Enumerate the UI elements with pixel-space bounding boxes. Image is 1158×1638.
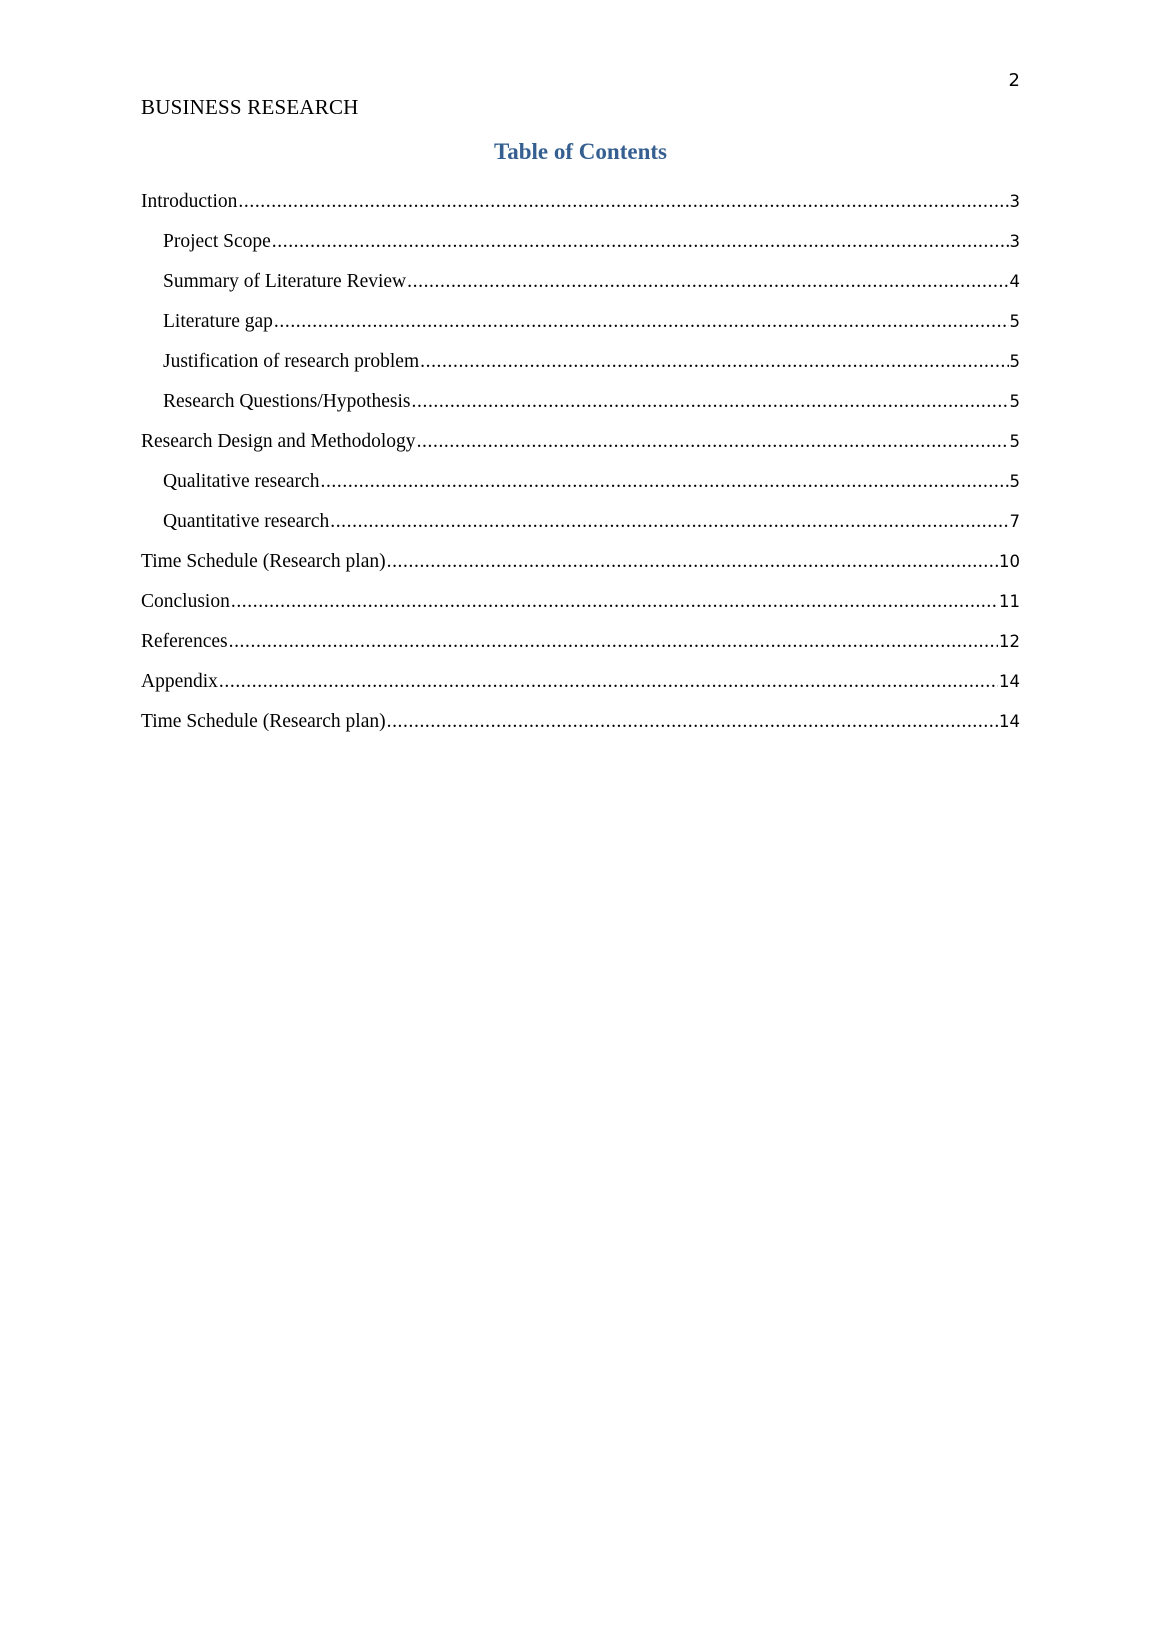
toc-entry-page: 3 (1009, 192, 1020, 211)
toc-entry[interactable] (141, 511, 1020, 551)
toc-dot-leader (231, 591, 998, 613)
page-number: 2 (1008, 70, 1020, 91)
toc-entry-page: 14 (999, 712, 1020, 731)
toc-dot-leader (412, 391, 1009, 413)
toc-dot-leader (387, 551, 998, 573)
toc-entry[interactable] (141, 191, 1020, 231)
toc-entry-label: Time Schedule (Research plan) (141, 711, 386, 732)
toc-dot-leader (330, 511, 1008, 533)
toc-entry-page: 5 (1009, 432, 1020, 451)
toc-entry-label: Justification of research problem (163, 351, 420, 372)
toc-entry[interactable] (141, 271, 1020, 311)
toc-dot-leader (272, 231, 1009, 253)
toc-entry-page: 4 (1009, 272, 1020, 291)
running-head: BUSINESS RESEARCH (141, 95, 359, 119)
toc-dot-leader (219, 671, 998, 693)
toc-entry-page: 3 (1009, 232, 1020, 251)
toc-dot-leader (320, 471, 1008, 493)
toc-dot-leader (229, 631, 998, 653)
toc-entry-label: Appendix (141, 671, 218, 692)
toc-title: Table of Contents (494, 139, 667, 164)
toc-entry-label: Literature gap (163, 311, 273, 332)
toc-entry[interactable] (141, 231, 1020, 271)
toc-entry-label: Conclusion (141, 591, 230, 612)
toc-entry-label: Time Schedule (Research plan) (141, 551, 386, 572)
toc-entry-label: Research Design and Methodology (141, 431, 416, 452)
toc-dot-leader (387, 711, 998, 733)
toc-entry[interactable] (141, 711, 1020, 751)
toc-entry[interactable] (141, 671, 1020, 711)
toc-entry[interactable] (141, 391, 1020, 431)
toc-entry-page: 5 (1009, 392, 1020, 411)
toc-entry[interactable] (141, 431, 1020, 471)
table-of-contents (141, 191, 1020, 751)
toc-entry-label: References (141, 631, 228, 652)
toc-entry-page: 5 (1009, 472, 1020, 491)
toc-entry-label: Summary of Literature Review (163, 271, 407, 292)
toc-entry[interactable] (141, 551, 1020, 591)
toc-entry[interactable] (141, 471, 1020, 511)
toc-entry-label: Research Questions/Hypothesis (163, 391, 411, 412)
toc-dot-leader (420, 351, 1008, 373)
toc-entry[interactable] (141, 591, 1020, 631)
toc-entry-page: 7 (1009, 512, 1020, 531)
toc-entry-page: 12 (999, 632, 1020, 651)
toc-entry[interactable] (141, 631, 1020, 671)
toc-entry[interactable] (141, 351, 1020, 391)
toc-dot-leader (407, 271, 1008, 293)
toc-entry-page: 11 (999, 592, 1020, 611)
toc-dot-leader (274, 311, 1009, 333)
toc-entry-label: Quantitative research (163, 511, 330, 532)
toc-dot-leader (238, 191, 1008, 213)
toc-entry[interactable] (141, 311, 1020, 351)
toc-entry-page: 5 (1009, 312, 1020, 331)
toc-entry-label: Project Scope (163, 231, 271, 252)
toc-entry-page: 5 (1009, 352, 1020, 371)
toc-entry-page: 14 (999, 672, 1020, 691)
toc-entry-label: Introduction (141, 191, 238, 212)
toc-entry-page: 10 (999, 552, 1020, 571)
toc-dot-leader (417, 431, 1009, 453)
toc-entry-label: Qualitative research (163, 471, 320, 492)
